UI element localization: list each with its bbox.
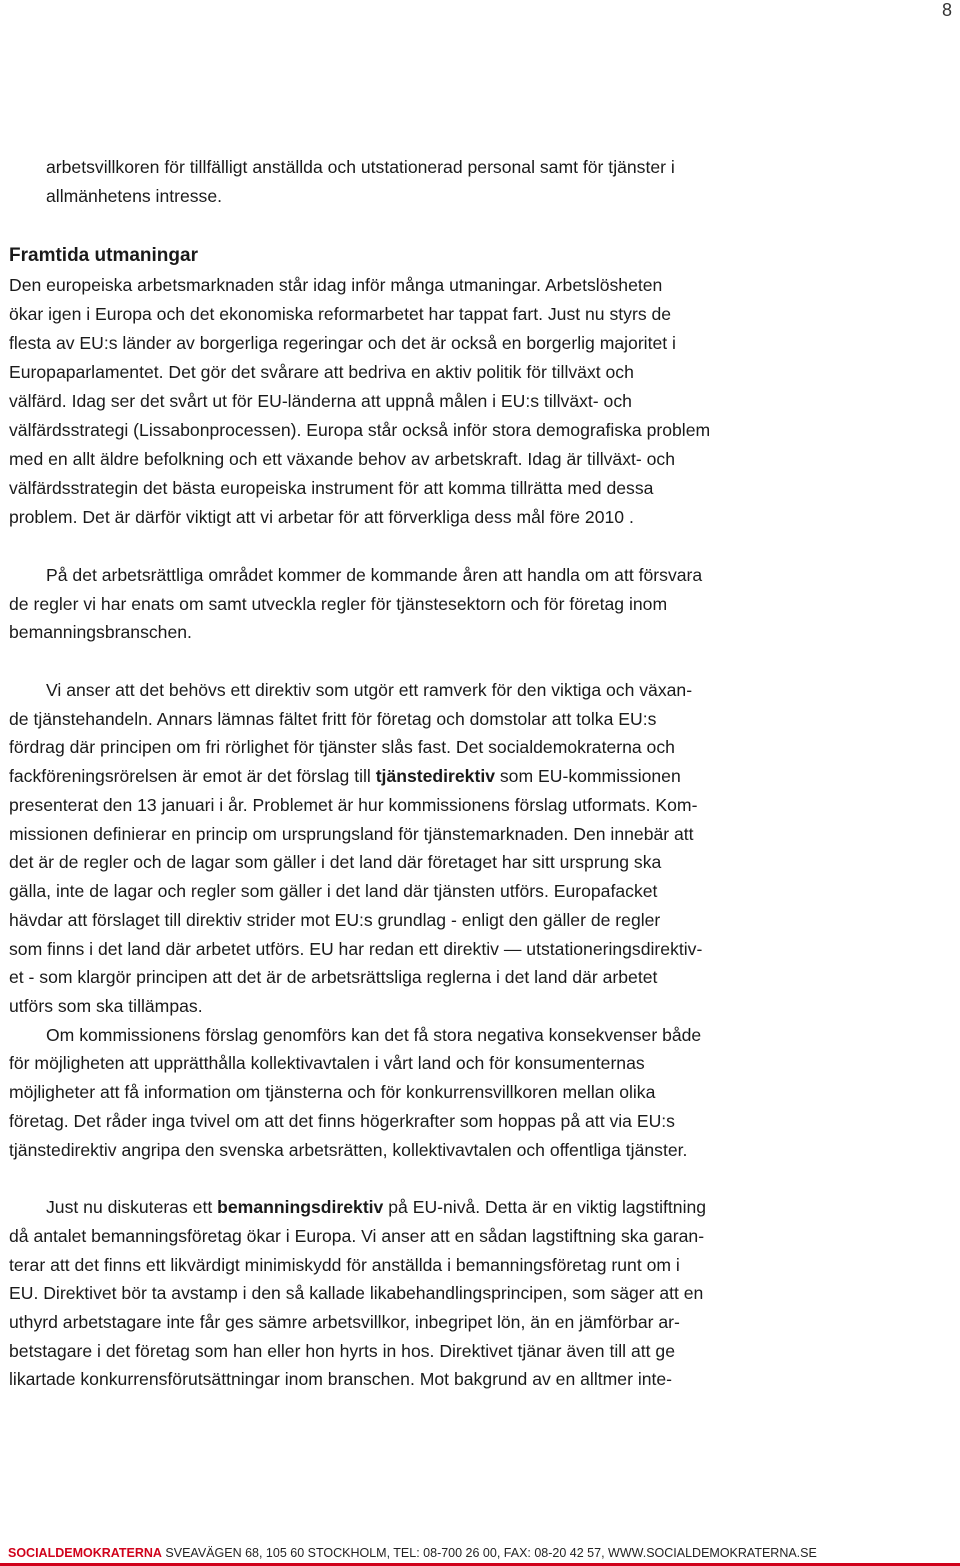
text-line: bemanningsbranschen. — [9, 622, 192, 642]
text-line: terar att det finns ett likvärdigt minimiskydd för anställda i bemanningsföretag runt om i — [9, 1255, 680, 1275]
text-line: utförs som ska tillämpas. — [9, 996, 203, 1016]
text-line: fördrag där principen om fri rörlighet för tjänster slås fast. Det socialdemokraterna och — [9, 737, 675, 757]
text-line — [46, 1195, 706, 1219]
text-line: missionen definierar en princip om ursprungsland för tjänstemarknaden. Den innebär att — [9, 824, 694, 844]
text-line: presenterat den 13 januari i år. Problemet är hur kommissionens förslag utformats. Kom- — [9, 795, 698, 815]
text-run: fackföreningsrörelsen är emot är det förslag till — [9, 766, 376, 786]
text-line: Vi anser att det behövs ett direktiv som utgör ett ramverk för den viktiga och växan- — [46, 680, 693, 700]
text-line: för möjligheten att upprätthålla kollektivavtalen i vårt land och för konsumenternas — [9, 1053, 645, 1073]
page-footer — [8, 1546, 817, 1560]
text-run: som EU-kommissionen — [495, 766, 681, 786]
text-run: Just nu diskuteras ett — [46, 1197, 218, 1217]
text-line: det är de regler och de lagar som gäller i det land där företaget har sitt ursprung ska — [9, 852, 662, 872]
text-line: med en allt äldre befolkning och ett växande behov av arbetskraft. Idag är tillväxt- och — [9, 449, 676, 469]
text-line: arbetsvillkoren för tillfälligt anställda och utstationerad personal samt för tjänster i — [46, 157, 675, 177]
text-run: på EU-nivå. Detta är en viktig lagstiftning — [383, 1197, 707, 1217]
text-line: betstagare i det företag som han eller hon hyrts in hos. Direktivet tjänar även till att ge — [9, 1341, 675, 1361]
text-line: flesta av EU:s länder av borgerliga regeringar och det är också en borgerlig majoritet i — [9, 333, 676, 353]
text-line: tjänstedirektiv angripa den svenska arbetsrätten, kollektivavtalen och offentliga tjänster. — [9, 1140, 688, 1160]
page-number: 8 — [941, 0, 952, 20]
text-line: Europaparlamentet. Det gör det svårare att bedriva en aktiv politik för tillväxt och — [9, 362, 634, 382]
text-line: välfärdsstrategi (Lissabonprocessen). Europa står också inför stora demografiska problem — [9, 420, 711, 440]
text-line: som finns i det land där arbetet utförs. EU har redan ett direktiv — utstationeringsdirektiv- — [9, 939, 703, 959]
text-line: likartade konkurrensförutsättningar inom branschen. Mot bakgrund av en alltmer inte- — [9, 1369, 673, 1389]
text-line: möjligheter att få information om tjänsterna och för konkurrensvillkoren mellan olika — [9, 1082, 656, 1102]
text-line: gälla, inte de lagar och regler som gäller i det land där tjänsten utförs. Europafacket — [9, 881, 658, 901]
text-line: då antalet bemanningsföretag ökar i Europa. Vi anser att en sådan lagstiftning ska garan- — [9, 1226, 705, 1246]
footer-address: SVEAVÄGEN 68, 105 60 STOCKHOLM, TEL: 08-700 26 00, FAX: 08-20 42 57, WWW.SOCIALDEMOKRATERNA.SE — [161, 1546, 817, 1560]
text-line: välfärd. Idag ser det svårt ut för EU-länderna att uppnå målen i EU:s tillväxt- och — [9, 391, 632, 411]
emphasis-tjanstedirektiv: tjänstedirektiv — [375, 766, 495, 786]
text-line: EU. Direktivet bör ta avstamp i den så kallade likabehandlingsprincipen, som säger att en — [9, 1283, 704, 1303]
text-line: ökar igen i Europa och det ekonomiska reformarbetet har tappat fart. Just nu styrs de — [9, 304, 672, 324]
section-heading: Framtida utmaningar — [9, 245, 198, 266]
text-line: företag. Det råder inga tvivel om att det finns högerkrafter som hoppas på att via EU:s — [9, 1111, 675, 1131]
text-line: Den europeiska arbetsmarknaden står idag inför många utmaningar. Arbetslösheten — [9, 275, 663, 295]
text-line: de tjänstehandeln. Annars lämnas fältet fritt för företag och domstolar att tolka EU:s — [9, 709, 657, 729]
text-line: Om kommissionens förslag genomförs kan det få stora negativa konsekvenser både — [46, 1025, 702, 1045]
emphasis-bemanningsdirektiv: bemanningsdirektiv — [217, 1197, 384, 1217]
text-line: hävdar att förslaget till direktiv strider mot EU:s grundlag - enligt den gäller de regler — [9, 910, 661, 930]
text-line: välfärdsstrategin det bästa europeiska instrument för att komma tillrätta med dessa — [9, 478, 654, 498]
text-line — [9, 764, 681, 788]
text-line: allmänhetens intresse. — [46, 186, 223, 206]
text-line: uthyrd arbetstagare inte får ges sämre arbetsvillkor, inbegripet lön, än en jämförbar ar- — [9, 1312, 680, 1332]
text-line: et - som klargör principen att det är de arbetsrättsliga reglerna i det land där arbetet — [9, 967, 658, 987]
footer-organization: SOCIALDEMOKRATERNA — [8, 1546, 162, 1560]
text-line: de regler vi har enats om samt utveckla regler för tjänstesektorn och för företag inom — [9, 594, 668, 614]
text-line: problem. Det är därför viktigt att vi arbetar för att förverkliga dess mål före 2010 . — [9, 507, 634, 527]
text-line: På det arbetsrättliga området kommer de kommande åren att handla om att försvara — [46, 565, 703, 585]
